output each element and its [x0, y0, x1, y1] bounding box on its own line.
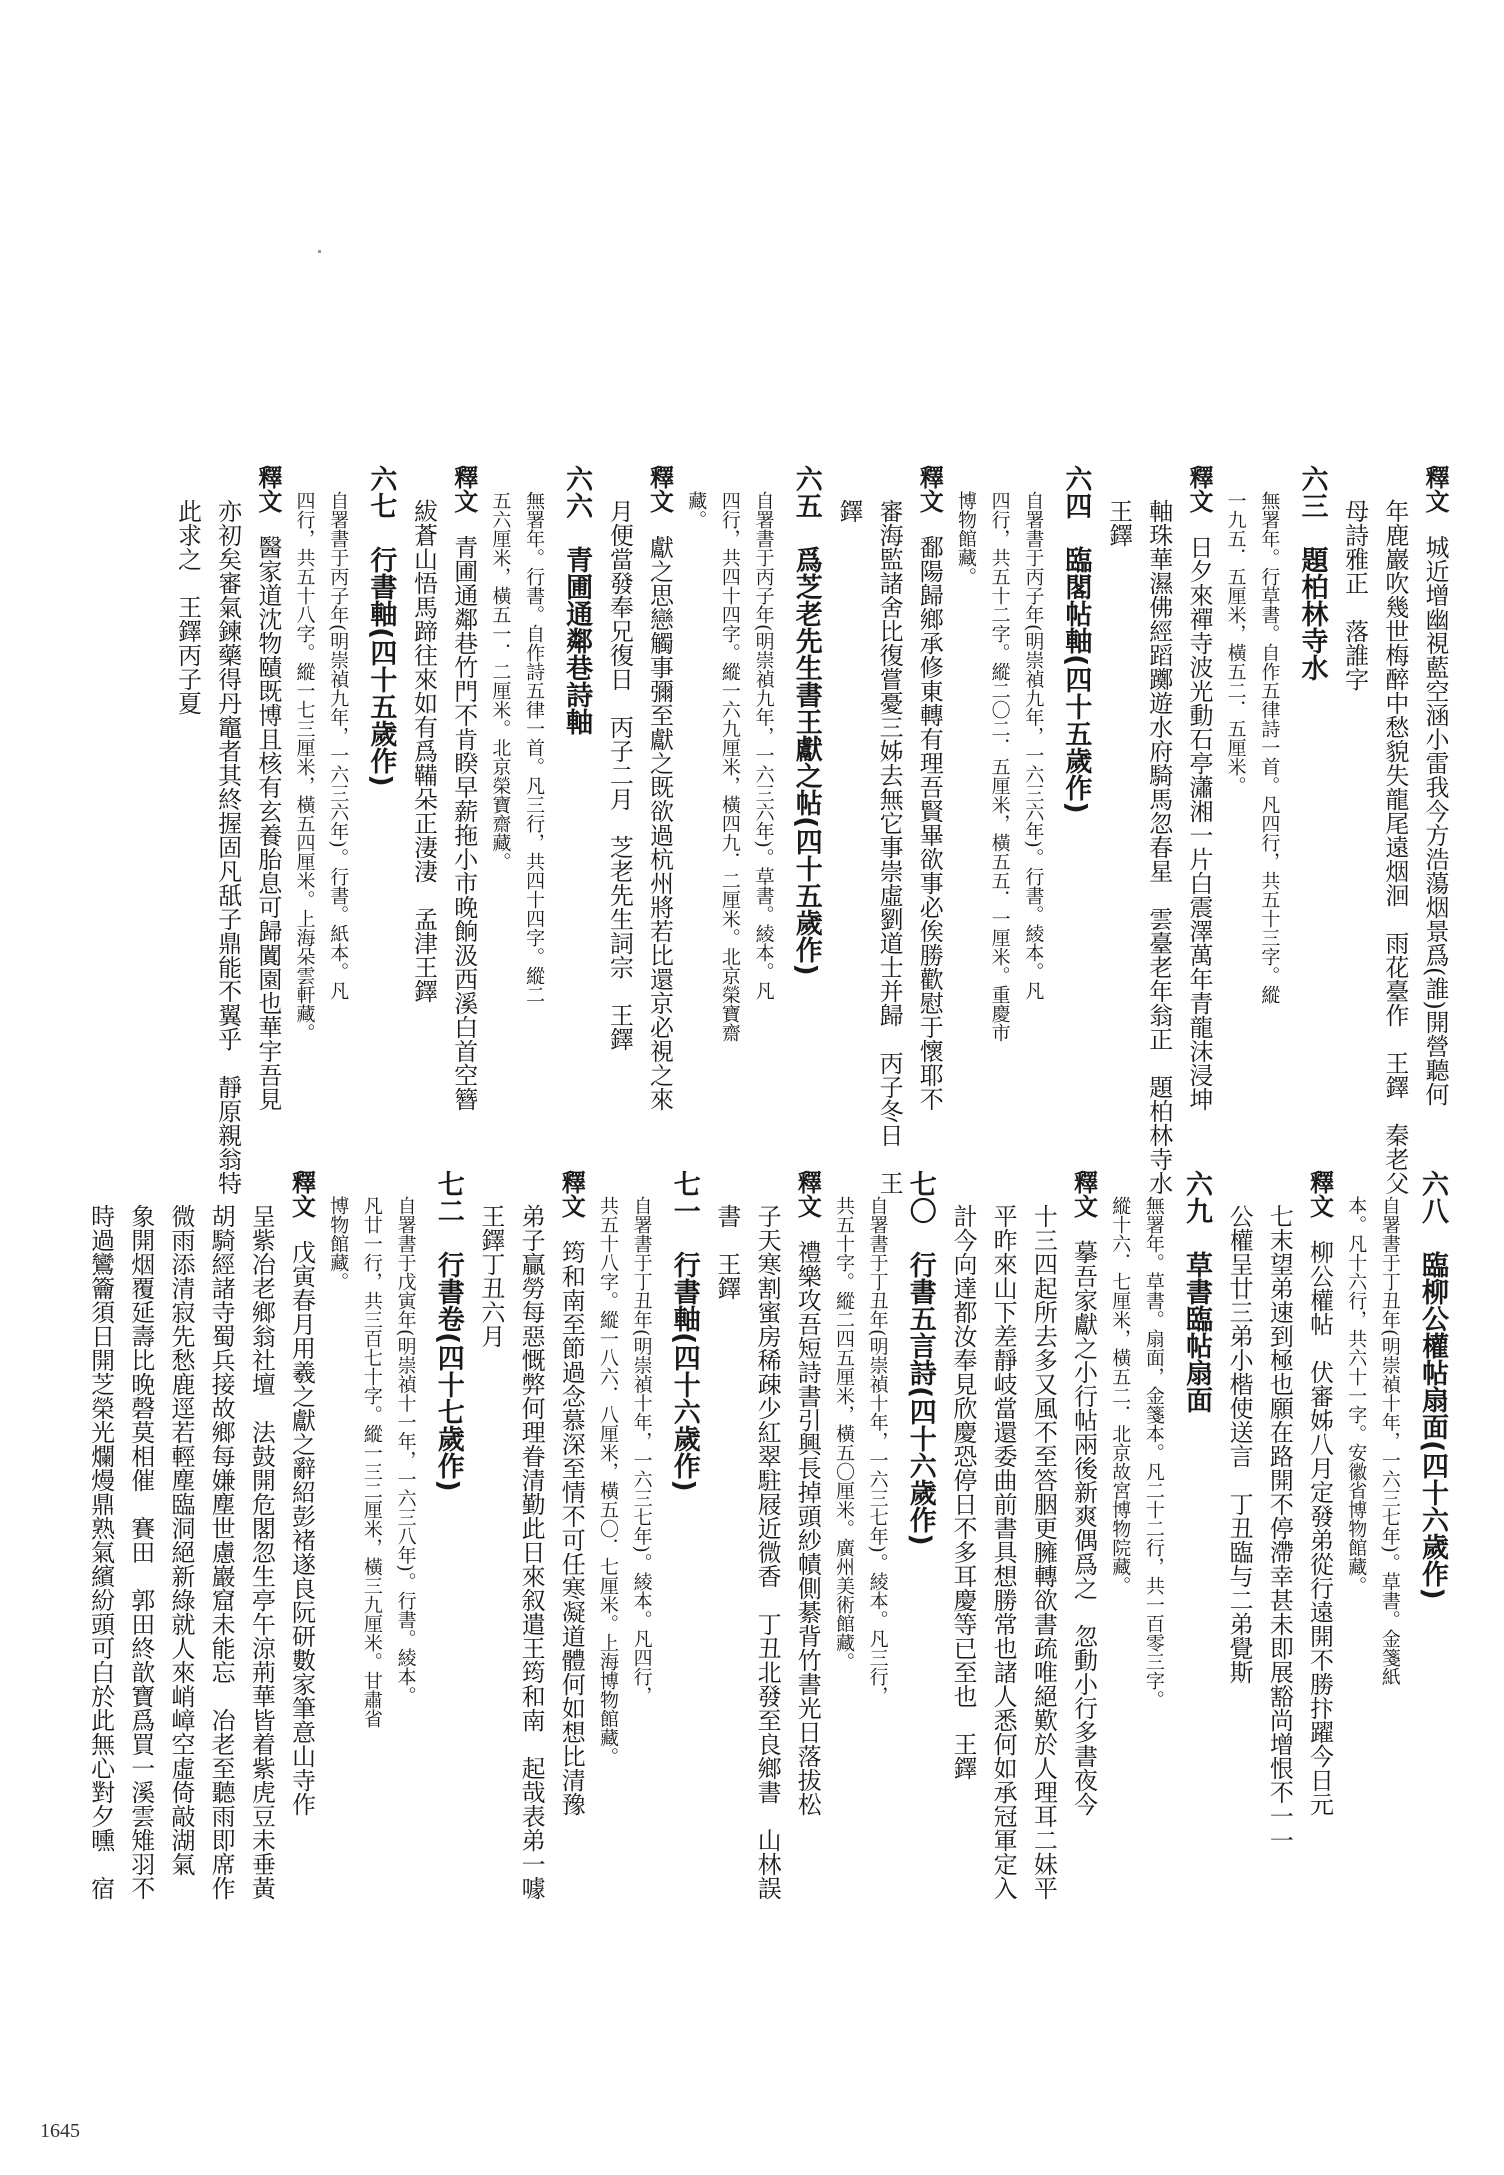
text-column	[1419, 465, 1450, 1165]
column-text: 呈紫冶老鄉翁社壇 法鼓開危閣忽生亭午涼荊華皆着紫虎豆未垂黃	[247, 1204, 276, 1900]
column-text: 七〇 行書五言詩(四十六歲作)	[904, 1170, 936, 1546]
page-number: 1645	[40, 2120, 80, 2142]
entry-note	[629, 1170, 654, 1896]
column-text: 子天寒割蜜房稀疎少紅翠駐屐近微香 丁丑北發至良鄉書 山林誤	[753, 1204, 782, 1900]
entry-heading	[1179, 1170, 1214, 1870]
text-column	[125, 1170, 156, 1904]
column-text: 自署書于丁丑年(明崇禎十年，一六三七年)。綾本。凡三行，	[866, 1196, 889, 1705]
column-text: 凡廿一行，共三百七十字。縱一三二厘米，橫三九厘米。甘肅省	[360, 1196, 383, 1728]
transcription-label: 釋文	[1184, 465, 1213, 513]
column-text: 平昨來山下差靜岐當還委曲前書具想勝常也諸人悉何如承冠軍定入	[989, 1204, 1018, 1900]
column-text: 六九 草書臨帖扇面	[1180, 1170, 1212, 1413]
column-text: 六六 青圃通鄰巷詩軸	[561, 465, 593, 735]
column-text: 六七 行書軸(四十五歲作)	[365, 465, 397, 787]
column-text: 自署書于丁丑年(明崇禎十年，一六三七年)。綾本。凡四行，	[630, 1196, 653, 1705]
lower-text-block	[86, 1170, 1450, 1900]
text-column	[987, 1170, 1018, 1904]
upper-text-block	[160, 465, 1450, 1195]
text-column	[165, 1170, 196, 1904]
column-text: 王鐸丁丑六月	[476, 1204, 505, 1348]
column-text: 自署書于丙子年(明崇禎九年，一六三六年)。行書。紙本。凡	[327, 491, 350, 1000]
text-column	[475, 1170, 506, 1904]
text-column	[84, 1170, 115, 1904]
entry-note	[1257, 465, 1282, 1191]
column-text: 書 王鐸	[712, 1204, 741, 1300]
text-column	[1303, 1170, 1334, 1870]
column-text: 自署書于丁丑年(明崇禎十年，一六三七年)。草書。金箋紙	[1378, 1196, 1401, 1686]
column-text: 紱蒼山悟馬蹄往來如有爲鞴朵正淒淒 孟津王鐸	[409, 499, 438, 1003]
text-column	[205, 1170, 236, 1904]
text-column	[751, 1170, 782, 1904]
column-text: 七末望弟速到極也願在路開不停滯幸甚未即展豁尚增恨不一一	[1265, 1204, 1294, 1852]
column-text: 醫家道沈物賾既博且核有玄養胎息可歸闐園也華宇吾見	[253, 535, 282, 1111]
text-column	[1027, 1170, 1058, 1904]
text-column	[245, 1170, 276, 1904]
column-text: 月便當發奉兄復日 丙子二月 芝老先生詞宗 王鐸	[605, 499, 634, 1051]
entry-heading	[903, 1170, 938, 1870]
entry-heading	[559, 465, 594, 1165]
entry-note	[326, 465, 351, 1191]
text-column	[252, 465, 283, 1165]
column-text: 胡騎經諸寺蜀兵接故鄉每嫌塵世慮巖窟未能忘 冶老至聽雨即席作	[207, 1204, 236, 1900]
column-text: 六三 題柏林寺水	[1296, 465, 1328, 681]
text-column	[407, 465, 438, 1199]
column-text: 公權呈廿三弟小楷使送言 丁丑臨与二弟覺斯	[1225, 1204, 1254, 1684]
column-text: 無署年。行書。自作詩五律一首。凡三行，共四十四字。縱二	[523, 491, 546, 1004]
entry-note	[717, 465, 742, 1191]
transcription-label: 釋文	[287, 1170, 316, 1218]
entry-note	[488, 465, 513, 1191]
entry-heading	[1294, 465, 1329, 1165]
entry-heading	[431, 1170, 466, 1870]
column-text: 筠和南至節過念慕深至情不可任寒凝道體何如想比清豫	[557, 1240, 586, 1816]
text-column	[1263, 1170, 1294, 1904]
column-text: 七二 行書卷(四十七歲作)	[432, 1170, 464, 1492]
entry-heading	[789, 465, 824, 1165]
text-column	[1183, 465, 1214, 1165]
column-text: 博物館藏。	[954, 491, 977, 586]
column-text: 時過鸞籥須日開芝榮光爛熳鼎熟氣繽紛頭可白於此無心對夕曛 宿	[86, 1204, 115, 1900]
column-text: 審海監諸舍比復嘗憂三姊去無它事崇虛劉道士并歸 丙子冬日 王	[875, 499, 904, 1195]
column-text: 七一 行書軸(四十六歲作)	[668, 1170, 700, 1492]
column-text: 無署年。行草書。自作五律詩一首。凡四行，共五十三字。縱	[1258, 491, 1281, 1004]
text-column	[1379, 465, 1410, 1199]
column-text: 縱十六．七厘米，橫五二．北京故宮博物院藏。	[1109, 1196, 1132, 1595]
entry-heading	[1058, 465, 1093, 1165]
column-text: 亦初矣審氣鍊藥得丹竈者其終握固凡舐子鼎能不翼乎 靜原親翁特	[213, 499, 242, 1195]
text-column	[1223, 1170, 1254, 1904]
column-text: 六四 臨閣帖軸(四十五歲作)	[1060, 465, 1092, 814]
column-text: 日夕來禪寺波光動石亭瀟湘一片白震澤萬年青龍沫浸坤	[1184, 535, 1213, 1111]
text-column	[643, 465, 674, 1165]
column-text: 此求之 王鐸丙子夏	[173, 499, 202, 715]
entry-note	[865, 1170, 890, 1896]
transcription-label: 釋文	[1069, 1170, 1098, 1218]
column-text: 戊寅春月用羲之獻之辭紹彭褚遂良阮研數家筆意山寺作	[287, 1240, 316, 1816]
transcription-label: 釋文	[1305, 1170, 1334, 1218]
speck	[318, 250, 321, 253]
entry-note	[1223, 465, 1248, 1191]
entry-note	[1344, 1170, 1369, 1896]
entry-note	[393, 1170, 418, 1896]
column-text: 王鐸	[1104, 499, 1133, 547]
text-column	[947, 1170, 978, 1904]
text-column	[1143, 465, 1174, 1199]
entry-heading	[363, 465, 398, 1165]
column-text: 十三四起所去多又風不至答胭更臃轉欲書疏唯絕歎於人理耳二妹平	[1029, 1204, 1058, 1900]
text-column	[833, 465, 864, 1199]
entry-note	[326, 1170, 351, 1896]
transcription-label: 釋文	[449, 465, 478, 513]
column-text: 獻之思戀觸事彌至獻之既欲過杭州將若比還京必視之來	[645, 535, 674, 1111]
column-text: 五六厘米，橫五一．二厘米。北京榮寶齋藏。	[489, 491, 512, 871]
entry-note	[1108, 1170, 1133, 1896]
transcription-label: 釋文	[793, 1170, 822, 1218]
entry-note	[292, 465, 317, 1191]
column-text: 自署書于丙子年(明崇禎九年，一六三六年)。行書。綾本。凡	[1022, 491, 1045, 1000]
column-text: 本。凡十六行，共六十一字。安徽省博物館藏。	[1345, 1196, 1368, 1595]
transcription-label: 釋文	[645, 465, 674, 513]
column-text: 無署年。草書。扇面，金箋本。凡二十二行，共一百零三字。	[1142, 1196, 1165, 1709]
entry-note	[1021, 465, 1046, 1191]
text-column	[913, 465, 944, 1165]
text-column	[1067, 1170, 1098, 1870]
column-text: 一九五．五厘米，橫五二．五厘米。	[1224, 491, 1247, 795]
column-text: 四行，共五十八字。縱一七三厘米，橫五四厘米。上海朵雲軒藏。	[293, 491, 316, 1042]
column-text: 柳公權帖 伏審姊八月定發弟從行遠開不勝抃躍今日元	[1305, 1240, 1334, 1816]
text-column	[603, 465, 634, 1199]
text-column	[873, 465, 904, 1199]
text-column	[555, 1170, 586, 1870]
column-text: 藏。	[685, 491, 708, 529]
entry-note	[831, 1170, 856, 1896]
column-text: 弟子贏勞每惡慨弊何理眷清勤此日來叙遣王筠和南 起哉表弟一噱	[517, 1204, 546, 1900]
transcription-label: 釋文	[557, 1170, 586, 1218]
text-column	[1338, 465, 1369, 1199]
column-text: 青圃通鄰巷竹門不肯睽早薪拖小市晚餉汲西溪白首空簪	[449, 535, 478, 1111]
text-column	[711, 1170, 742, 1904]
entry-note	[359, 1170, 384, 1896]
text-column	[1102, 465, 1133, 1199]
text-column	[211, 465, 242, 1199]
column-text: 年鹿巖吹幾世梅醉中愁貌失龍尾遠烟洄 雨花臺作 王鐸 秦老父	[1380, 499, 1409, 1195]
column-text: 象開烟覆延壽比晚磬莫相催 賽田 郭田終歆寶爲買一溪雲雉羽不	[126, 1204, 155, 1900]
entry-heading	[667, 1170, 702, 1870]
column-text: 博物館藏。	[327, 1196, 350, 1291]
entry-note	[1141, 1170, 1166, 1896]
column-text: 計今向達都汝奉見欣慶恐停日不多耳慶等已至也 王鐸	[948, 1204, 977, 1780]
text-column	[285, 1170, 316, 1870]
entry-note	[1377, 1170, 1402, 1896]
column-text: 禮樂攻吾短詩書引興長掉頭紗幘側綦背竹書光日落拔松	[793, 1240, 822, 1816]
column-text: 母詩雅正 落誰字	[1340, 499, 1369, 691]
entry-note	[595, 1170, 620, 1896]
text-column	[171, 465, 202, 1199]
entry-note	[953, 465, 978, 1191]
column-text: 四行，共五十二字。縱二〇二．五厘米，橫五五．一厘米。重慶市	[988, 491, 1011, 1042]
text-column	[448, 465, 479, 1165]
text-column	[515, 1170, 546, 1904]
column-text: 共五十字。縱二四五厘米，橫五〇厘米。廣州美術館藏。	[832, 1196, 855, 1671]
column-text: 鄱陽歸鄉承修東轉有理吾賢畢欲事必俟勝歡慰于懷耶不	[915, 535, 944, 1111]
entry-note	[684, 465, 709, 1191]
column-text: 鐸	[834, 499, 863, 523]
transcription-label: 釋文	[253, 465, 282, 513]
entry-note	[987, 465, 1012, 1191]
column-text: 自署書于丙子年(明崇禎九年，一六三六年)。草書。綾本。凡	[752, 491, 775, 1000]
column-text: 四行，共四十四字。縱一六九厘米，橫四九．二厘米。北京榮寶齋	[718, 491, 741, 1042]
transcription-label: 釋文	[1421, 465, 1449, 513]
transcription-label: 釋文	[915, 465, 944, 513]
column-text: 微雨添清寂先愁鹿逕若輕塵臨洞絕新綠就人來峭嶂空虛倚敲湖氣	[166, 1204, 195, 1876]
column-text: 六五 爲芝老先生書王獻之帖(四十五歲作)	[790, 465, 822, 976]
entry-heading	[1415, 1170, 1450, 1870]
column-text: 摹吾家獻之小行帖兩後新爽偶爲之 忽動小行多書夜今	[1069, 1240, 1098, 1816]
entry-note	[751, 465, 776, 1191]
column-text: 軸珠華濕佛經蹈躑遊水府騎馬忽春星 雲臺老年翁正 題柏林寺水	[1144, 499, 1173, 1195]
column-text: 自署書于戊寅年(明崇禎十一年，一六三八年)。行書。綾本。	[394, 1196, 417, 1705]
column-text: 城近增幽視藍空涵小雷我今方浩蕩烟景爲(誰)開營聽何	[1421, 535, 1449, 1106]
entry-note	[521, 465, 546, 1191]
column-text: 六八 臨柳公權帖扇面(四十六歲作)	[1417, 1170, 1448, 1600]
column-text: 共五十八字。縱一八六．八厘米，橫五〇．七厘米。上海博物館藏。	[596, 1196, 619, 1766]
text-column	[791, 1170, 822, 1870]
